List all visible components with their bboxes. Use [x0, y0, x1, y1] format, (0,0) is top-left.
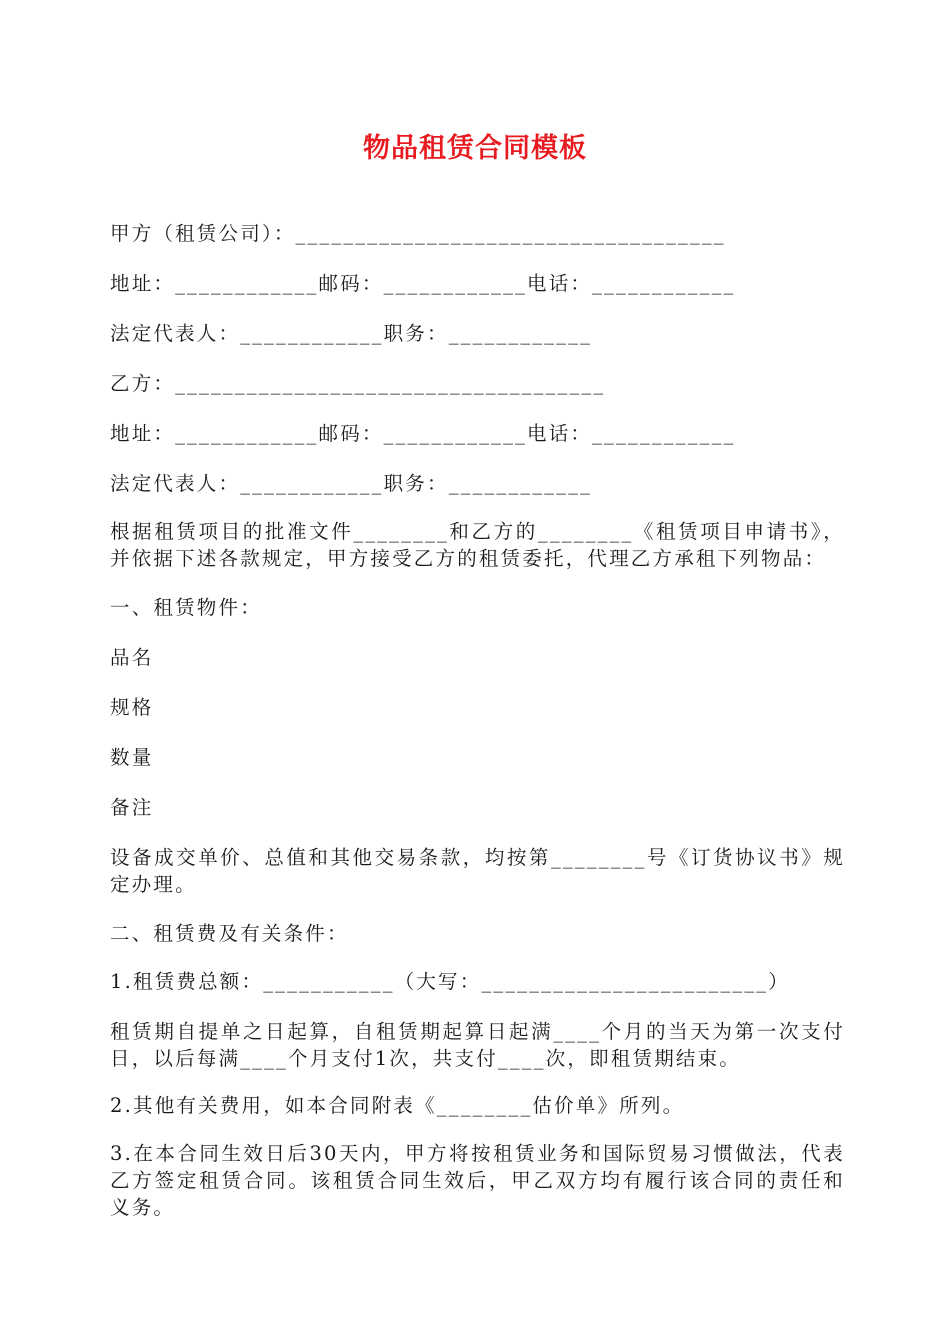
clause-1-payment-schedule: 租赁期自提单之日起算，自租赁期起算日起满____个月的当天为第一次支付日，以后每满____个月支付1次，共支付____次，即租赁期结束。	[110, 1020, 845, 1070]
party-a-representative-line: 法定代表人：____________职务：____________	[110, 322, 593, 345]
item-remarks-label: 备注	[110, 796, 154, 819]
item-spec-label: 规格	[110, 696, 154, 719]
clause-1-total-fee: 1.租赁费总额：___________（大写：________________________）	[110, 970, 790, 993]
party-b-name-line: 乙方：____________________________________	[110, 372, 606, 395]
section-1-heading: 一、租赁物件：	[110, 596, 262, 619]
section-2-heading: 二、租赁费及有关条件：	[110, 922, 349, 945]
order-agreement-paragraph: 设备成交单价、总值和其他交易条款，均按第________号《订货协议书》规定办理。	[110, 846, 845, 896]
party-a-address-line: 地址：____________邮码：____________电话：____________	[110, 272, 736, 295]
intro-paragraph: 根据租赁项目的批准文件________和乙方的________《租赁项目申请书》，并依据下述各款规定，甲方接受乙方的租赁委托，代理乙方承租下列物品：	[110, 520, 845, 570]
item-quantity-label: 数量	[110, 746, 154, 769]
item-name-label: 品名	[110, 646, 154, 669]
document-title: 物品租赁合同模板	[363, 133, 587, 164]
clause-3-contract-signing: 3.在本合同生效日后30天内，甲方将按租赁业务和国际贸易习惯做法，代表乙方签定租赁合同。该租赁合同生效后，甲乙双方均有履行该合同的责任和义务。	[110, 1142, 845, 1219]
party-b-representative-line: 法定代表人：____________职务：____________	[110, 472, 593, 495]
party-b-address-line: 地址：____________邮码：____________电话：____________	[110, 422, 736, 445]
clause-2-other-fees: 2.其他有关费用，如本合同附表《________估价单》所列。	[110, 1094, 685, 1117]
party-a-name-line: 甲方（租赁公司）：____________________________________	[110, 222, 726, 245]
